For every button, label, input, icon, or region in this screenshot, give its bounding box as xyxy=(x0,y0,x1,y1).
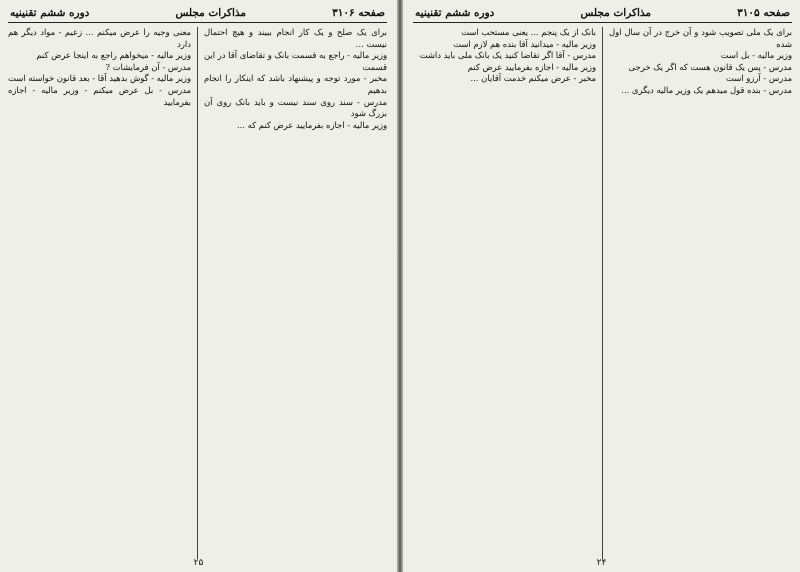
right-page-title: مذاکرات مجلس xyxy=(580,7,652,19)
paragraph: مخبر - مورد توجه و پیشنهاد باشد که اینکار را انجام بدهیم xyxy=(204,73,387,95)
right-session-label: دوره ششم تقنینیه xyxy=(415,7,495,19)
column-divider xyxy=(197,27,198,559)
paragraph: وزیر مالیه - اجازه بفرمایید عرض کنم که ... xyxy=(236,119,387,130)
paragraph: برای یک ملی تصویب شود و آن خرج در آن سال اول شده xyxy=(609,27,792,49)
right-page-header xyxy=(413,4,792,23)
right-page-footer: ۲۴ xyxy=(596,558,607,568)
left-page-number: صفحه ۳۱۰۶ xyxy=(332,7,385,19)
right-page xyxy=(403,0,800,572)
paragraph: مدرس - آقا اگر تقاضا کنید یک بانک ملی باید داشت xyxy=(419,50,596,61)
left-page-title: مذاکرات مجلس xyxy=(175,7,247,19)
right-page-column-1 xyxy=(609,27,792,559)
paragraph: وزیر مالیه - راجع به قسمت بانک و تقاضای آقا در این قسمت xyxy=(204,50,387,72)
right-page-number: صفحه ۳۱۰۵ xyxy=(737,7,790,19)
left-page-column-1 xyxy=(204,27,387,559)
left-session-label: دوره ششم تقنینیه xyxy=(10,7,90,19)
paragraph: وزیر مالیه - میدانید آقا بنده هم لازم است xyxy=(453,38,596,49)
paragraph: وزیر مالیه - اجازه بفرمایید عرض کنم xyxy=(467,61,596,72)
paragraph: وزیر مالیه - بل است xyxy=(720,50,792,61)
left-page-footer: ۲۵ xyxy=(193,558,204,568)
left-page xyxy=(0,0,397,572)
paragraph: مدرس - بل عرض میکنم - وزیر مالیه - اجازه بفرمایید xyxy=(8,84,191,107)
paragraph: مدرس - آن فرمایشات ? xyxy=(105,61,191,72)
right-page-columns xyxy=(413,27,792,559)
paragraph: وزیر مالیه - میخواهم راجع به اینجا عرض کنم xyxy=(36,50,191,61)
paragraph: مخبر - عرض میکنم خدمت آقایان ... xyxy=(470,73,596,84)
left-page-column-2 xyxy=(8,27,191,559)
paragraph: مدرس - آرزو است xyxy=(726,73,792,84)
paragraph: مدرس - بنده قول میدهم یک وزیر مالیه دیگری ... xyxy=(621,84,792,95)
paragraph: مدرس - پس یک قانون هست که اگر یک خرجی xyxy=(628,61,792,72)
paragraph: برای یک صلح و یک کار انجام ببیند و هیچ احتمال نیست ... xyxy=(204,27,387,49)
paragraph: بانک از یک پنجم ... یعنی مستحب است xyxy=(461,27,596,37)
column-divider xyxy=(602,27,603,559)
paragraph: مدرس - سند روی سند نیست و باید بانک روی آن بزرگ شود xyxy=(204,96,387,119)
right-page-column-2 xyxy=(413,27,596,559)
left-page-columns xyxy=(8,27,387,559)
paragraph: معنی وجیه را عرض میکنم ... زعیم - مواد دیگر هم دارد xyxy=(8,27,191,49)
left-page-header xyxy=(8,4,387,23)
paragraph: وزیر مالیه - گوش بدهید آقا - بعد قانون خواسته است xyxy=(8,73,191,84)
